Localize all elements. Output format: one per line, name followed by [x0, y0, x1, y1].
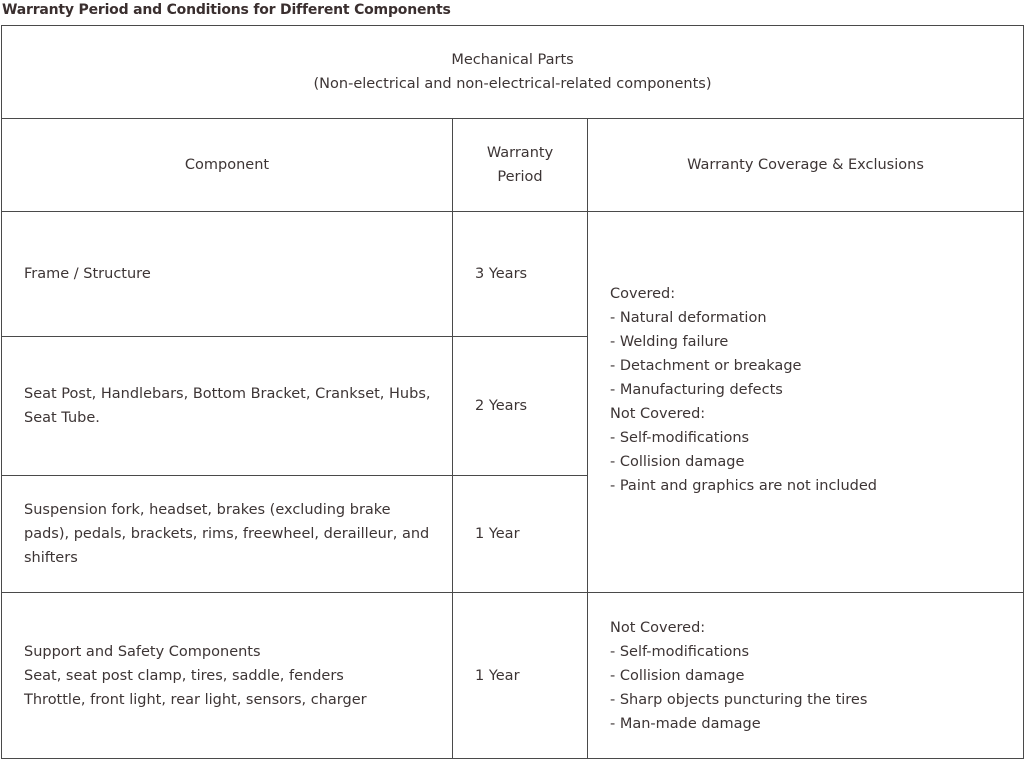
- coverage-cell: [588, 593, 1024, 759]
- component-line: pads), pedals, brackets, rims, freewheel, derailleur, and: [24, 526, 430, 542]
- component-line: Seat, seat post clamp, tires, saddle, fenders: [24, 667, 344, 684]
- coverage-line: - Paint and graphics are not included: [610, 478, 877, 494]
- component-cell: [2, 593, 453, 759]
- column-header-row: [2, 119, 1024, 212]
- component-line: Seat Tube.: [24, 410, 100, 426]
- coverage-line: - Self-modifications: [610, 430, 750, 446]
- coverage-line: - Natural deformation: [610, 310, 767, 326]
- component-line: Suspension fork, headset, brakes (excluding brake: [24, 502, 391, 518]
- column-header-period-line2: Period: [497, 169, 543, 185]
- section-heading: Mechanical Parts: [451, 52, 574, 68]
- warranty-table: [1, 25, 1024, 759]
- column-header-period-line1: Warranty: [486, 145, 554, 161]
- component-line: Seat Post, Handlebars, Bottom Bracket, Crankset, Hubs,: [24, 386, 431, 402]
- component-line: Support and Safety Components: [24, 643, 261, 660]
- section-header-cell: [2, 26, 1024, 119]
- column-header-period: [453, 119, 588, 212]
- coverage-line: - Manufacturing defects: [610, 382, 783, 398]
- coverage-line: - Self-modifications: [610, 643, 750, 660]
- page-title: Warranty Period and Conditions for Different Components: [2, 2, 451, 18]
- coverage-line: Not Covered:: [610, 406, 706, 422]
- component-cell: [2, 212, 453, 337]
- component-cell: [2, 476, 453, 593]
- coverage-line: - Collision damage: [610, 667, 745, 684]
- table-row: [2, 212, 1024, 337]
- table-row: [2, 593, 1024, 759]
- component-line: shifters: [24, 550, 78, 566]
- component-line: Throttle, front light, rear light, sensors, charger: [24, 691, 367, 708]
- section-subheading: (Non-electrical and non-electrical-related components): [313, 76, 712, 92]
- coverage-cell: [588, 212, 1024, 593]
- component-line: Frame / Structure: [24, 266, 151, 282]
- period-cell: 1 Year: [453, 476, 588, 593]
- section-header-row: [2, 26, 1024, 119]
- coverage-line: Not Covered:: [610, 619, 706, 636]
- period-cell: 2 Years: [453, 337, 588, 476]
- coverage-line: - Welding failure: [610, 334, 729, 350]
- coverage-line: Covered:: [610, 286, 676, 302]
- column-header-component: Component: [2, 119, 453, 212]
- component-cell: [2, 337, 453, 476]
- coverage-line: - Man-made damage: [610, 715, 761, 732]
- period-cell: 1 Year: [453, 593, 588, 759]
- coverage-line: - Collision damage: [610, 454, 745, 470]
- column-header-coverage: Warranty Coverage & Exclusions: [588, 119, 1024, 212]
- coverage-line: - Detachment or breakage: [610, 358, 802, 374]
- coverage-line: - Sharp objects puncturing the tires: [610, 691, 868, 708]
- period-cell: 3 Years: [453, 212, 588, 337]
